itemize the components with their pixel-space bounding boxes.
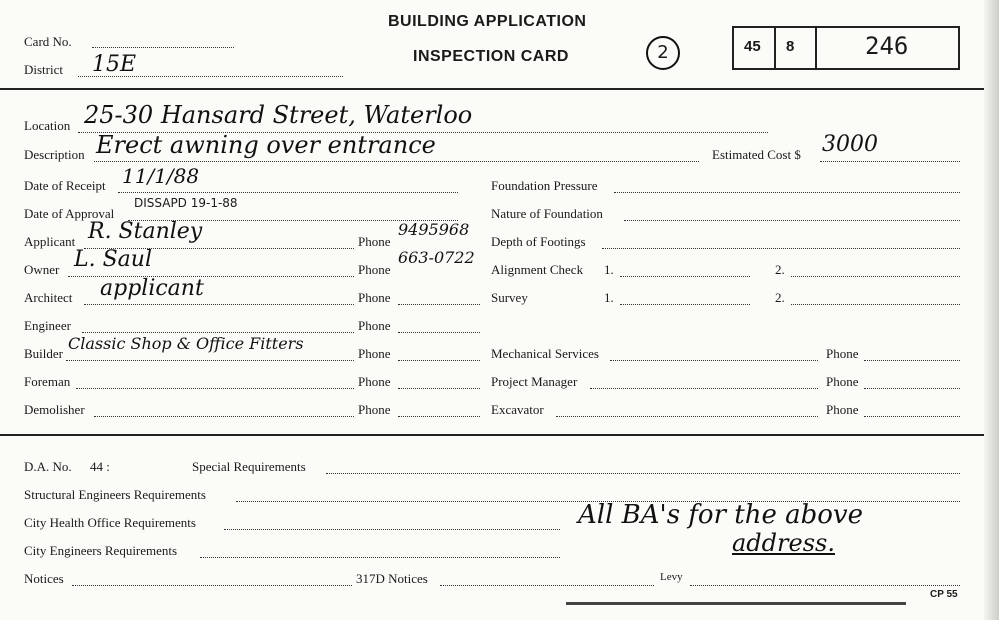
- owner-phone-label: Phone: [358, 262, 391, 277]
- mechanical-label: Mechanical Services: [491, 346, 599, 361]
- da-value: 44 :: [90, 459, 110, 474]
- survey-num1: 1.: [604, 290, 614, 305]
- architect-label: Architect: [24, 290, 73, 305]
- ref-cell-3: 246: [865, 32, 909, 60]
- mechanical-line: [610, 360, 818, 361]
- district-label: District: [24, 62, 63, 77]
- survey-num2: 2.: [775, 290, 785, 305]
- owner-value: L. Saul: [74, 247, 152, 272]
- special-requirements-label: Special Requirements: [192, 459, 306, 474]
- demolisher-phone-line: [398, 416, 480, 417]
- card-no-line: [92, 47, 234, 48]
- foreman-phone-label: Phone: [358, 374, 391, 389]
- district-value: 15E: [92, 52, 137, 77]
- reference-box: [732, 26, 960, 70]
- middle-rule: [0, 434, 999, 436]
- survey-line2: [791, 304, 960, 305]
- nature-foundation-label: Nature of Foundation: [491, 206, 603, 221]
- owner-phone-value: 663-0722: [398, 248, 475, 267]
- alignment-label: Alignment Check: [491, 262, 584, 277]
- demolisher-phone-label: Phone: [358, 402, 391, 417]
- applicant-phone-label: Phone: [358, 234, 391, 249]
- levy-label: Levy: [660, 571, 683, 583]
- demolisher-label: Demolisher: [24, 402, 85, 417]
- project-manager-label: Project Manager: [491, 374, 578, 389]
- applicant-value: R. Stanley: [88, 219, 203, 244]
- excavator-line: [556, 416, 818, 417]
- scan-edge: [984, 0, 999, 620]
- mechanical-phone-label: Phone: [826, 346, 859, 361]
- date-receipt-line: [118, 192, 458, 193]
- da-label: D.A. No.: [24, 459, 72, 474]
- engineer-label: Engineer: [24, 318, 71, 333]
- applicant-phone-value: 9495968: [398, 220, 470, 239]
- special-requirements-line: [326, 473, 960, 474]
- foundation-pressure-label: Foundation Pressure: [491, 178, 598, 193]
- survey-label: Survey: [491, 290, 528, 305]
- location-label: Location: [24, 118, 71, 133]
- health-label: City Health Office Requirements: [24, 515, 196, 530]
- project-manager-phone-line: [864, 388, 960, 389]
- foreman-label: Foreman: [24, 374, 71, 389]
- engineer-phone-line: [398, 332, 480, 333]
- top-rule: [0, 88, 999, 90]
- excavator-phone-line: [864, 416, 960, 417]
- description-label: Description: [24, 147, 85, 162]
- applicant-label: Applicant: [24, 234, 76, 249]
- foundation-pressure-line: [614, 192, 960, 193]
- notices-317d-label: 317D Notices: [356, 571, 428, 586]
- estimated-cost-line: [820, 161, 960, 162]
- city-engineers-line: [200, 557, 560, 558]
- corner-code: CP 55: [930, 589, 958, 600]
- excavator-label: Excavator: [491, 402, 544, 417]
- notices-line: [72, 585, 352, 586]
- alignment-line2: [791, 276, 960, 277]
- alignment-num2: 2.: [775, 262, 785, 277]
- builder-line: [66, 360, 354, 361]
- location-value: 25-30 Hansard Street, Waterloo: [84, 101, 473, 129]
- architect-line: [84, 304, 354, 305]
- estimated-cost-label: Estimated Cost $: [712, 147, 801, 162]
- structural-label: Structural Engineers Requirements: [24, 487, 206, 502]
- ref-cell-1: 45: [744, 38, 761, 55]
- depth-footings-label: Depth of Footings: [491, 234, 586, 249]
- project-manager-line: [590, 388, 818, 389]
- bottom-scan-bar: [566, 602, 906, 605]
- foreman-line: [76, 388, 354, 389]
- handwritten-note-line1: All BA's for the above: [578, 500, 863, 530]
- date-receipt-label: Date of Receipt: [24, 178, 106, 193]
- project-manager-phone-label: Phone: [826, 374, 859, 389]
- depth-footings-line: [602, 248, 960, 249]
- date-approval-value: DISSAPD 19-1-88: [134, 196, 238, 210]
- architect-phone-label: Phone: [358, 290, 391, 305]
- card-no-label: Card No.: [24, 34, 72, 49]
- excavator-phone-label: Phone: [826, 402, 859, 417]
- description-line: [94, 161, 699, 162]
- builder-label: Builder: [24, 346, 63, 361]
- circled-number: 2: [646, 36, 680, 70]
- handwritten-note-line2: address.: [732, 529, 835, 557]
- ref-divider-1: [774, 26, 776, 70]
- engineer-phone-label: Phone: [358, 318, 391, 333]
- ref-divider-2: [815, 26, 817, 70]
- description-value: Erect awning over entrance: [96, 131, 436, 159]
- card-title-line1: BUILDING APPLICATION: [388, 13, 587, 30]
- builder-value: Classic Shop & Office Fitters: [68, 334, 304, 353]
- architect-value: applicant: [100, 276, 204, 301]
- foreman-phone-line: [398, 388, 480, 389]
- survey-line1: [620, 304, 750, 305]
- estimated-cost-value: 3000: [822, 132, 878, 157]
- mechanical-phone-line: [864, 360, 960, 361]
- engineer-line: [82, 332, 354, 333]
- levy-line: [690, 585, 960, 586]
- date-receipt-value: 11/1/88: [122, 164, 200, 188]
- card-title-line2: INSPECTION CARD: [413, 48, 569, 65]
- notices-317d-line: [440, 585, 654, 586]
- health-line: [224, 529, 560, 530]
- demolisher-line: [94, 416, 354, 417]
- nature-foundation-line: [624, 220, 960, 221]
- architect-phone-line: [398, 304, 480, 305]
- builder-phone-line: [398, 360, 480, 361]
- notices-label: Notices: [24, 571, 64, 586]
- alignment-line1: [620, 276, 750, 277]
- builder-phone-label: Phone: [358, 346, 391, 361]
- date-approval-label: Date of Approval: [24, 206, 115, 221]
- ref-cell-2: 8: [786, 38, 795, 55]
- owner-label: Owner: [24, 262, 60, 277]
- city-engineers-label: City Engineers Requirements: [24, 543, 178, 558]
- alignment-num1: 1.: [604, 262, 614, 277]
